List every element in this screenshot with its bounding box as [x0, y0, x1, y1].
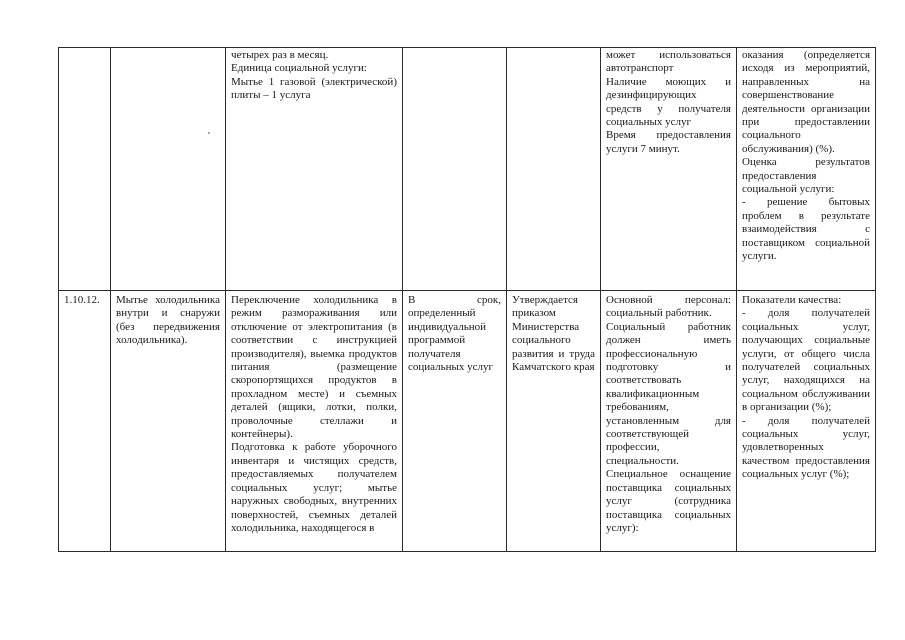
cell-conditions [601, 48, 737, 291]
description-paragraph: четырех раз в месяц. [231, 49, 329, 61]
cell-indicators [737, 291, 876, 552]
row-number: 1.10.12. [64, 294, 100, 306]
cell-indicators [737, 48, 876, 291]
cell-basis [507, 291, 601, 552]
conditions-paragraph: Специальное оснащение поставщика социальных услуг (сотрудника поставщика социальных услуг): [606, 468, 731, 534]
description-paragraph: Переключение холодильника в режим размораживания или отключение от электропитания (в соответствии с инструкцией производителя), выемка продуктов питания (размещение скоропортящихся продуктов в прохладном месте) и съемных деталей (ящики, лотки, полки, проволочные стеллажи и контейнеры). [231, 294, 397, 441]
conditions-paragraph: Основной персонал: социальный работник. [606, 294, 731, 320]
cell-description [226, 291, 403, 552]
cell-period [403, 291, 507, 552]
cell-number [59, 48, 111, 291]
conditions-paragraph: Социальный работник должен иметь профессиональную подготовку и соответствовать квалификационным требованиям, установленным для соответствующей профессии, специальности. [606, 320, 731, 467]
indicators-paragraph: - доля получателей социальных услуг, получающих социальные услуги, от общего числа получателей социальных услуг, находящихся на социальном обслуживании в организации (%); [742, 307, 870, 414]
cell-description [226, 48, 403, 291]
description-paragraph: Единица социальной услуги: [231, 62, 367, 75]
cell-basis [507, 48, 601, 291]
conditions-paragraph: Наличие моющих и дезинфицирующих средств у получателя социальных услуг [606, 75, 731, 129]
indicators-paragraph: оказания (определяется исходя из мероприятий, направленных на совершенствование деятельности организации при предоставлении социального обслуживания) (%). [742, 49, 870, 155]
indicators-paragraph: Показатели качества: [742, 294, 842, 306]
period-text: В срок, определенный индивидуальной программой получателя социальных услуг [408, 294, 501, 374]
conditions-paragraph: Время предоставления услуги 7 минут. [606, 129, 731, 155]
cell-period [403, 48, 507, 291]
cell-conditions [601, 291, 737, 552]
description-paragraph: Подготовка к работе уборочного инвентаря и чистящих средств, предоставляемых получателем социальных услуг; мытье наружных свободных, внутренних поверхностей, съемных деталей холодильника, находящегося в [231, 441, 397, 534]
indicators-paragraph: Оценка результатов предоставления социальной услуги: [742, 156, 870, 196]
scan-speck [208, 132, 210, 134]
cell-service-name [111, 48, 226, 291]
description-paragraph: Мытье 1 газовой (электрической) плиты – 1 услуга [231, 75, 397, 102]
table-row [59, 291, 876, 552]
services-table [58, 47, 876, 552]
cell-service-name [111, 291, 226, 552]
indicators-paragraph: - решение бытовых проблем в результате взаимодействия с поставщиком социальной услуги. [742, 196, 870, 263]
cell-number [59, 291, 111, 552]
indicators-paragraph: - доля получателей социальных услуг, удовлетворенных качеством предоставления социальных услуг (%); [742, 414, 870, 481]
service-name: Мытье холодильника внутри и снаружи (без передвижения холодильника). [116, 294, 220, 347]
basis-text: Утверждается приказом Министерства социального развития и труда Камчатского края [512, 294, 595, 374]
conditions-paragraph: может использоваться автотранспорт [606, 49, 731, 75]
table-row [59, 48, 876, 291]
